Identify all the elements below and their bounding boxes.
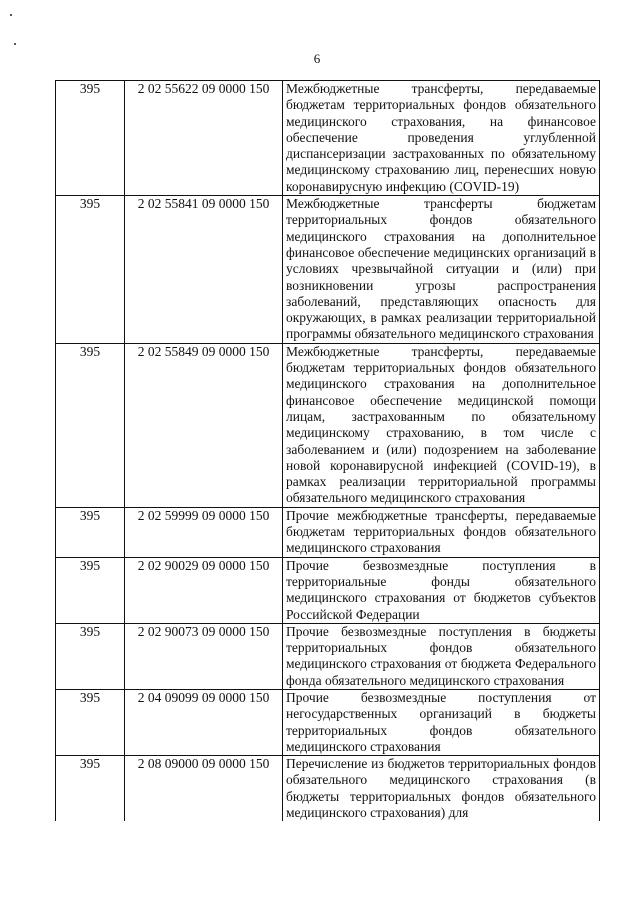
table-row bbox=[56, 343, 600, 507]
budget-code-cell: 2 02 59999 09 0000 150 bbox=[125, 507, 283, 557]
budget-code-cell: 2 02 55622 09 0000 150 bbox=[125, 81, 283, 196]
table-row bbox=[56, 81, 600, 196]
table-row bbox=[56, 623, 600, 689]
scan-speck bbox=[10, 14, 12, 16]
admin-code-cell: 395 bbox=[56, 557, 125, 623]
admin-code-cell: 395 bbox=[56, 756, 125, 822]
budget-code-cell: 2 02 90073 09 0000 150 bbox=[125, 623, 283, 689]
scan-speck bbox=[14, 43, 16, 45]
admin-code-cell: 395 bbox=[56, 343, 125, 507]
table-row bbox=[56, 756, 600, 822]
table-row bbox=[56, 196, 600, 344]
income-name-cell: Межбюджетные трансферты бюджетам территориальных фондов обязательного медицинского страхования на дополнительное финансовое обеспечение медицинских организаций в условиях чрезвычайной ситуации и (или) при возникновении угрозы распространения заболеваний, представляющих опасность для окружающих, в рамках реализации территориальной программы обязательного медицинского страхования bbox=[283, 196, 600, 344]
budget-code-cell: 2 02 55849 09 0000 150 bbox=[125, 343, 283, 507]
income-name-cell: Прочие межбюджетные трансферты, передаваемые бюджетам территориальных фондов обязательного медицинского страхования bbox=[283, 507, 600, 557]
admin-code-cell: 395 bbox=[56, 689, 125, 755]
table-row bbox=[56, 507, 600, 557]
income-name-cell: Перечисление из бюджетов территориальных фондов обязательного медицинского страхования (в бюджеты территориальных фондов обязательного медицинского страхования) для bbox=[283, 756, 600, 822]
income-name-cell: Прочие безвозмездные поступления в бюджеты территориальных фондов обязательного медицинского страхования от бюджета Федерального фонда обязательного медицинского страхования bbox=[283, 623, 600, 689]
admin-code-cell: 395 bbox=[56, 81, 125, 196]
table-row bbox=[56, 557, 600, 623]
budget-code-cell: 2 02 55841 09 0000 150 bbox=[125, 196, 283, 344]
admin-code-cell: 395 bbox=[56, 196, 125, 344]
budget-code-cell: 2 02 90029 09 0000 150 bbox=[125, 557, 283, 623]
table-row bbox=[56, 689, 600, 755]
income-name-cell: Межбюджетные трансферты, передаваемые бюджетам территориальных фондов обязательного медицинского страхования на дополнительное финансовое обеспечение медицинской помощи лицам, застрахованным по обязательному медицинскому страхованию, в том числе с заболеванием и (или) подозрением на заболевание новой коронавирусной инфекцией (COVID-19), в рамках реализации территориальной программы обязательного медицинского страхования bbox=[283, 343, 600, 507]
admin-code-cell: 395 bbox=[56, 623, 125, 689]
budget-code-cell: 2 04 09099 09 0000 150 bbox=[125, 689, 283, 755]
income-name-cell: Межбюджетные трансферты, передаваемые бюджетам территориальных фондов обязательного медицинского страхования, на финансовое обеспечение проведения углубленной диспансеризации застрахованных по обязательному медицинскому страхованию лиц, перенесших новую коронавирусную инфекцию (COVID-19) bbox=[283, 81, 600, 196]
income-name-cell: Прочие безвозмездные поступления в территориальные фонды обязательного медицинского страхования от бюджетов субъектов Российской Федерации bbox=[283, 557, 600, 623]
budget-code-table bbox=[55, 80, 600, 821]
income-name-cell: Прочие безвозмездные поступления от негосударственных организаций в бюджеты территориальных фондов обязательного медицинского страхования bbox=[283, 689, 600, 755]
admin-code-cell: 395 bbox=[56, 507, 125, 557]
budget-code-cell: 2 08 09000 09 0000 150 bbox=[125, 756, 283, 822]
page-number: 6 bbox=[313, 51, 321, 66]
